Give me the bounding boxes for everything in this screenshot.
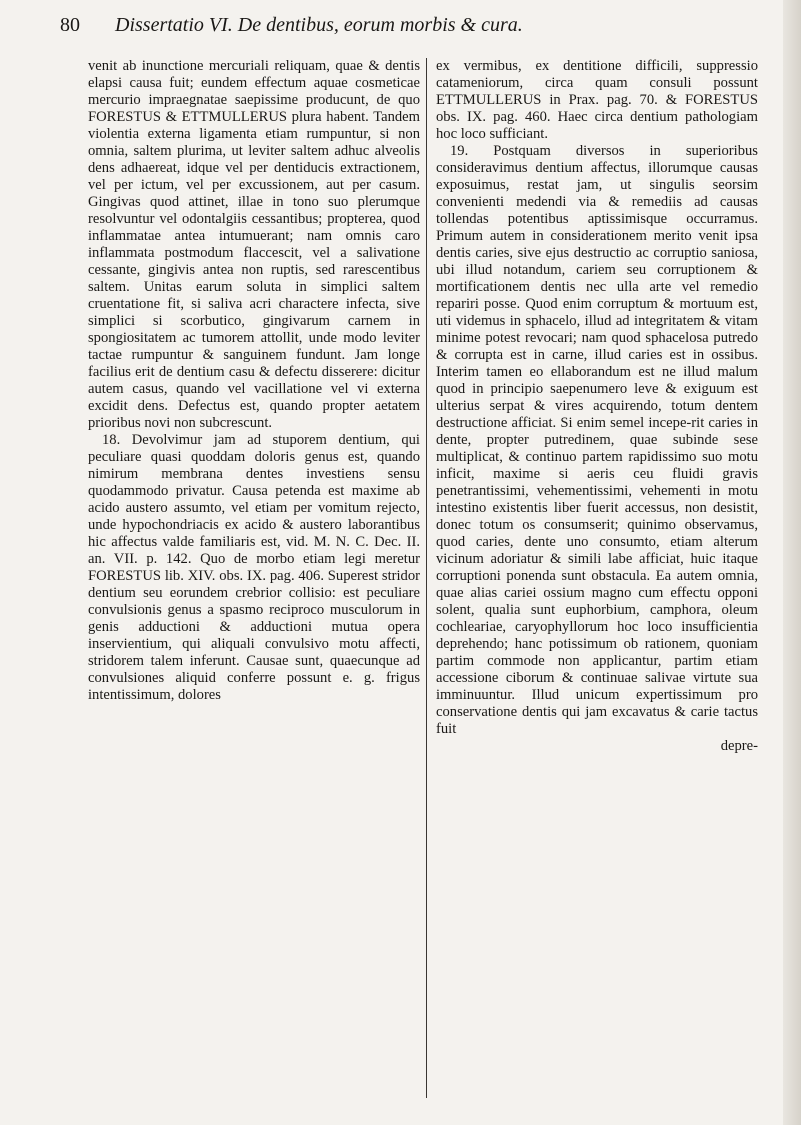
text-columns — [88, 58, 788, 1108]
running-title: Dissertatio VI. De dentibus, eorum morbis & cura. — [115, 14, 523, 36]
paragraph: 18. Devolvimur jam ad stuporem dentium, qui peculiare quasi quoddam doloris genus est, quando nimirum membrana dentes investiens sensu quodammodo privatur. Causa petenda est maxime ab acido austero assumto, vel etiam per vomitum rejecto, unde hypochondriacis ex acido & austero laborantibus hic affectus valde familiaris est, vid. M. N. C. Dec. II. an. VII. p. 142. Quo de morbo etiam legi meretur FORESTUS lib. XIV. obs. IX. pag. 406. Superest stridor dentium seu eorundem crebrior collisio: est peculiare convulsionis genus a spasmo reciproco musculorum in genis adductioni & adductioni mutua opera inservientium, qui aliquali convulsivo motu affecti, stridorem talem inferunt. Causae sunt, quaecunque ad convulsiones aliquid conferre possunt e. g. frigus intentissimum, dolores — [88, 432, 420, 703]
paragraph: 19. Postquam diversos in superioribus consideravimus dentium affectus, illorumque causas exposuimus, restat jam, ut singulis seorsim convenienti medendi via & remediis ad causas tollendas potentibus aptissimisque occurramus. Primum autem in considerationem merito venit ipsa dentis caries, sive ejus destructio ac corruptio saniosa, ubi illud notandum, cariem seu corruptionem & mortificationem dentis nec ulla arte vel remedio repariri posse. Quod enim corruptum & mortuum est, uti videmus in sphacelo, illud ad integritatem & vitam minime potest revocari; nam quod sphacelosa putredo & corrupta est in carne, illud caries est in ossibus. Interim tamen eo ellaborandum est ne illud malum quod in principio saepenumero leve & exiguum est ulterius serpat & vires acquirendo, totum dentem destructione afficiat. Si enim semel incepe-rit caries in dente, propter putredinem, quae subinde sese multiplicat, & continuo partem rapidissimo suo motu inficit, maxime si aeris ceu fluidi gravis penetrantissimi, vehementissimi, vehementi in motu intestino existentis liber fuerit accessus, non desistit, donec totum os consumserit; quinimo observamus, quod caries, dente uno consumto, etiam alterum vicinum adoriatur & simili labe afficiat, huic itaque corruptioni ponenda sunt obstacula. Ea autem omnia, quae alias cariei ossium magno cum effectu opponi solent, qualia sunt euphorbium, camphora, oleum cochleariae, caryophyllorum hoc loco insufficientia deprehendo; hanc potissimum ob rationem, quoniam partim commode non applicantur, partim etiam accessione ciborum & continuae salivae virtute sua imminuuntur. Illud unicum expertissimum pro conservatione dentis qui jam excavatus & carie tactus fuit — [436, 143, 758, 737]
left-column — [88, 58, 420, 704]
paragraph: venit ab inunctione mercuriali reliquam, quae & dentis elapsi causa fuit; eundem effectum aquae cosmeticae mercurio impraegnatae saepissime producunt, de quo FORESTUS & ETTMULLERUS plura habent. Tandem violentia externa ligamenta etiam rumpuntur, si non omnia, saltem plurima, ut leviter saltem adhuc alveolis dens adhaereat, idque vel per dentiducis extractionem, vel per ictum, vel per excussionem, aut per casum. Gingivas quod attinet, illae in tono suo plerumque resolvuntur vel odontalgiis cessantibus; propterea, quod inflammatae antea intumuerant; nam omnis caro inflammata postmodum flaccescit, vel a salivatione cessante, gingivis antea non ruptis, sed rarescentibus saltem. Unitas earum soluta in simplici saltem cruentatione fit, si saliva acri charactere infecta, sive simplici si scorbutico, gingivarum carnem in spongiositatem ac tumorem attollit, unde modo leviter tactae rumpuntur & sanguinem fundunt. Jam longe facilius erit de dentium casu & defectu disserere: dicitur autem casus, quando vel vacillatione vel vi externa excidit dens. Defectus est, quando propter aetatem prioribus novi non subcrescunt. — [88, 58, 420, 431]
page-number: 80 — [60, 14, 80, 36]
catchword: depre- — [720, 738, 758, 754]
right-column — [436, 58, 758, 755]
page-edge — [783, 0, 801, 1125]
page-header — [60, 14, 760, 48]
paragraph: ex vermibus, ex dentitione difficili, suppressio catameniorum, circa quam consuli possunt ETTMULLERUS in Prax. pag. 70. & FORESTUS obs. IX. pag. 460. Haec circa dentium pathologiam hoc loco sufficiant. — [436, 58, 758, 142]
